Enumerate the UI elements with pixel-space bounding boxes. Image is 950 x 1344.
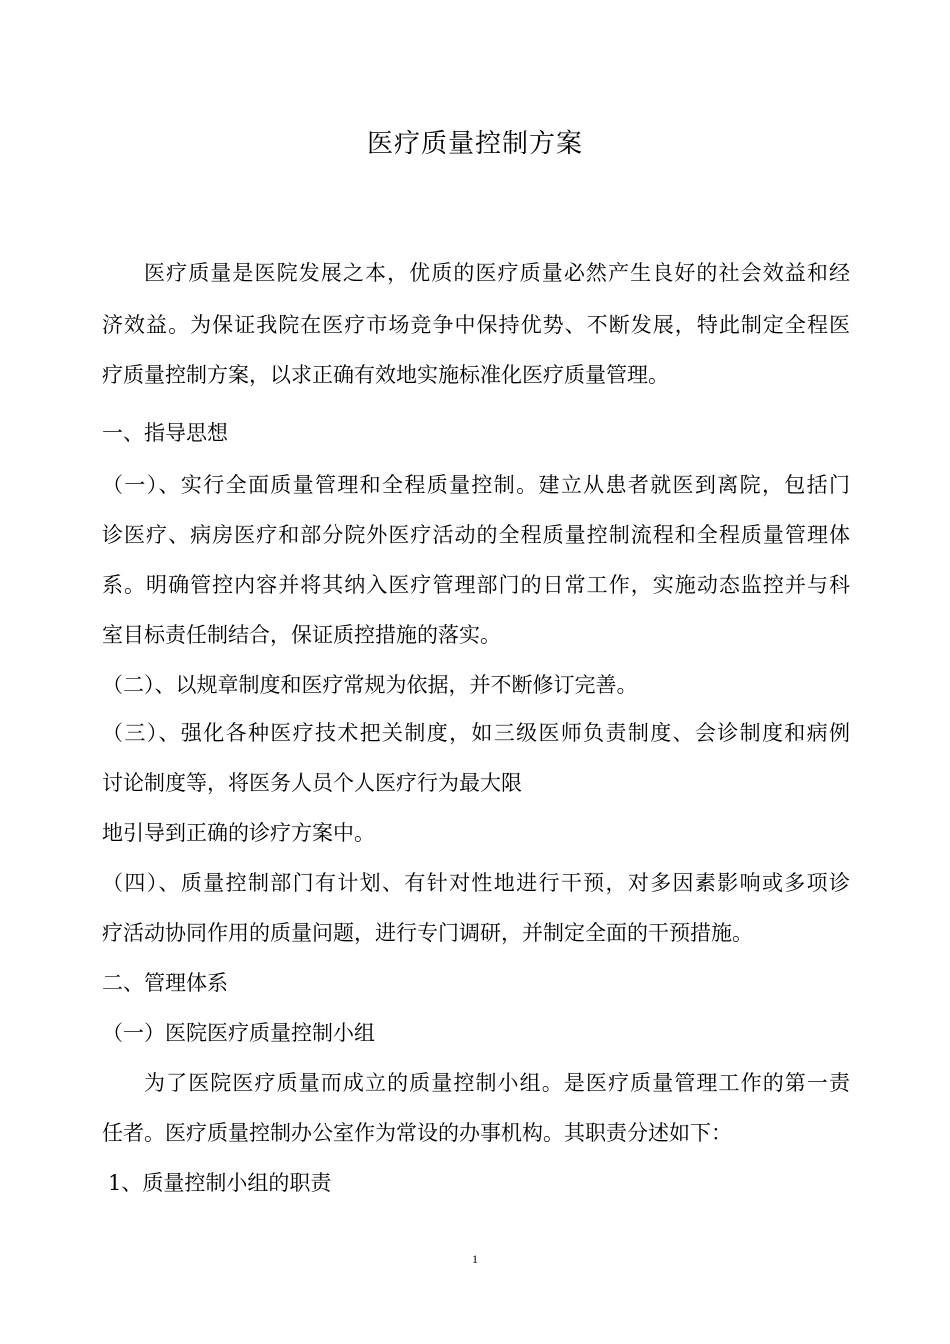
paragraph-line: 为了医院医疗质量而成立的质量控制小组。是医疗质量管理工作的第一责	[144, 1071, 850, 1095]
paragraph-line: 任者。医疗质量控制办公室作为常设的办事机构。其职责分述如下：	[102, 1121, 732, 1145]
paragraph-line: 诊医疗、病房医疗和部分院外医疗活动的全程质量控制流程和全程质量管理体	[102, 523, 850, 547]
page-number: 1	[472, 1252, 478, 1266]
list-item-heading: 1、质量控制小组的职责	[108, 1171, 332, 1195]
paragraph-line: 济效益。为保证我院在医疗市场竞争中保持优势、不断发展，特此制定全程医	[102, 313, 850, 337]
paragraph-line: （一）、实行全面质量管理和全程质量控制。建立从患者就医到离院，包括门	[102, 473, 850, 497]
section-heading: 一、指导思想	[102, 421, 228, 445]
section-heading: 二、管理体系	[102, 971, 228, 995]
subsection-heading: （一）医院医疗质量控制小组	[102, 1021, 375, 1045]
paragraph-line: 医疗质量是医院发展之本，优质的医疗质量必然产生良好的社会效益和经	[144, 261, 850, 285]
paragraph-line: 室目标责任制结合，保证质控措施的落实。	[102, 623, 501, 647]
paragraph-line: （三）、强化各种医疗技术把关制度，如三级医师负责制度、会诊制度和病例	[102, 721, 850, 745]
paragraph-line: 地引导到正确的诊疗方案中。	[102, 821, 375, 845]
paragraph-line: 讨论制度等，将医务人员个人医疗行为最大限	[102, 771, 522, 795]
paragraph-line: （四）、质量控制部门有计划、有针对性地进行干预，对多因素影响或多项诊	[102, 871, 850, 895]
paragraph-line: 系。明确管控内容并将其纳入医疗管理部门的日常工作，实施动态监控并与科	[102, 573, 850, 597]
paragraph-line: 疗质量控制方案，以求正确有效地实施标准化医疗质量管理。	[102, 363, 669, 387]
paragraph-line: 疗活动协同作用的质量问题，进行专门调研，并制定全面的干预措施。	[102, 921, 753, 945]
document-title: 医疗质量控制方案	[366, 129, 583, 159]
paragraph-line: （二）、以规章制度和医疗常规为依据，并不断修订完善。	[102, 673, 638, 697]
